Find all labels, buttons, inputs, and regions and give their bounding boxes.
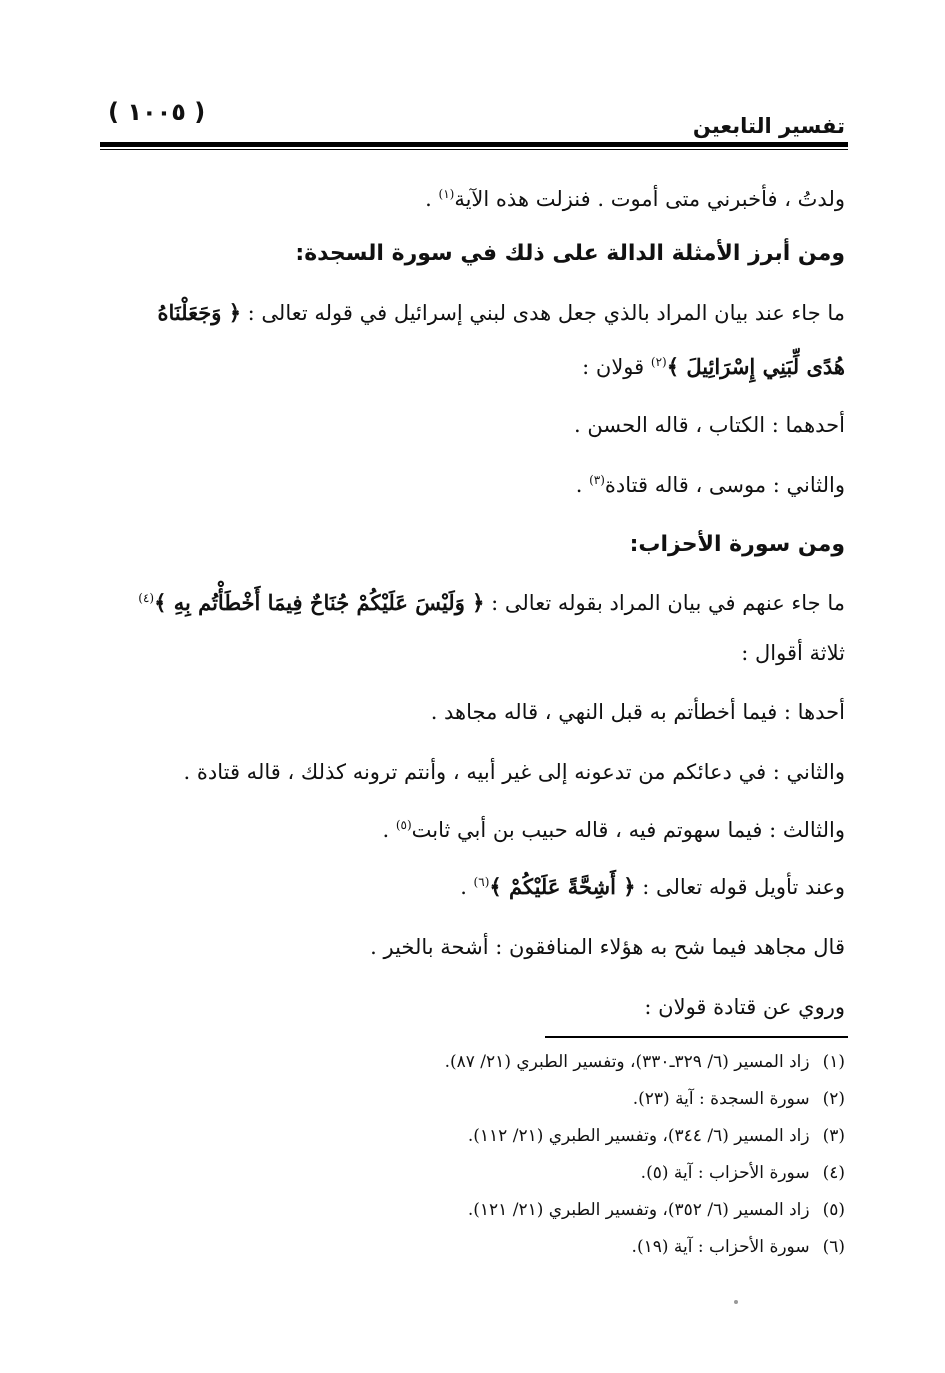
footnote-text: زاد المسير (٦/ ٣٢٩ـ٣٣٠)، وتفسير الطبري (٢١/ ٨٧). bbox=[444, 1052, 810, 1072]
quran-verse: ﴿ أَشِحَّةً عَلَيْكُمْ ﴾ bbox=[489, 874, 636, 899]
body-line bbox=[460, 872, 845, 902]
header-rule bbox=[100, 142, 848, 147]
quran-verse: ﴿ وَجَعَلْنَاهُ bbox=[157, 300, 241, 325]
section-heading: ومن سورة الأحزاب: bbox=[629, 532, 845, 557]
footnote bbox=[633, 1087, 845, 1111]
body-line bbox=[157, 298, 845, 328]
footnote-ref: (٣) bbox=[589, 473, 605, 487]
footnote-number: (١) bbox=[822, 1052, 845, 1072]
footnote-number: (٥) bbox=[822, 1200, 845, 1220]
footnote-text: سورة الأحزاب : آية (١٩). bbox=[631, 1237, 810, 1257]
text-span: قولان : bbox=[582, 355, 651, 379]
text-span: والثالث : فيما سهوتم فيه ، قاله حبيب بن أبي ثابت bbox=[411, 818, 845, 842]
text-span: . bbox=[460, 875, 474, 899]
footnote-ref: (١) bbox=[438, 187, 455, 201]
footnote-ref: (٢) bbox=[650, 355, 667, 369]
body-line: قال مجاهد فيما شح به هؤلاء المنافقون : أشحة بالخير . bbox=[370, 935, 845, 959]
footnote bbox=[632, 1235, 845, 1259]
body-line bbox=[582, 352, 845, 382]
body-line: وروي عن قتادة قولان : bbox=[644, 995, 845, 1019]
body-line: أحدهما : الكتاب ، قاله الحسن . bbox=[574, 413, 845, 437]
text-span: وعند تأويل قوله تعالى : bbox=[635, 875, 845, 899]
footnote bbox=[468, 1124, 845, 1148]
footnote-separator bbox=[545, 1036, 848, 1038]
text-span: ولدتُ ، فأخبرني متى أموت . فنزلت هذه الآية bbox=[454, 187, 845, 211]
footnote bbox=[468, 1198, 845, 1222]
footnote-number: (٦) bbox=[822, 1237, 845, 1257]
footnote-number: (٤) bbox=[822, 1163, 845, 1183]
body-line bbox=[382, 815, 845, 845]
page-number: ( ١٠٠٥ ) bbox=[108, 98, 206, 126]
footnote-ref: (٥) bbox=[395, 818, 412, 832]
footnote-ref: (٤) bbox=[138, 591, 155, 605]
footnote-text: زاد المسير (٦/ ٣٤٤)، وتفسير الطبري (٢١/ ١١٢). bbox=[467, 1126, 810, 1146]
body-line bbox=[425, 184, 845, 214]
section-heading: ومن أبرز الأمثلة الدالة على ذلك في سورة السجدة: bbox=[295, 241, 845, 266]
body-line: ثلاثة أقوال : bbox=[741, 641, 845, 665]
text-span: . bbox=[425, 187, 439, 211]
text-span: ما جاء عنهم في بيان المراد بقوله تعالى : bbox=[484, 591, 845, 615]
text-span: والثاني : موسى ، قاله قتادة bbox=[604, 473, 845, 497]
book-title: تفسير التابعين bbox=[692, 114, 845, 138]
footnote-number: (٢) bbox=[822, 1089, 845, 1109]
body-line bbox=[576, 470, 845, 500]
footnote-text: سورة الأحزاب : آية (٥). bbox=[640, 1163, 810, 1183]
body-line bbox=[138, 588, 845, 618]
footnote-number: (٣) bbox=[822, 1126, 845, 1146]
footnote bbox=[641, 1161, 845, 1185]
body-line: أحدها : فيما أخطأتم به قبل النهي ، قاله مجاهد . bbox=[430, 700, 845, 724]
footnote-ref: (٦) bbox=[473, 875, 490, 889]
text-span: ما جاء عند بيان المراد بالذي جعل هدى لبني إسرائيل في قوله تعالى : bbox=[241, 301, 845, 325]
scan-speck bbox=[734, 1300, 738, 1304]
page-header bbox=[100, 98, 845, 142]
header-rule-thin bbox=[100, 149, 848, 150]
quran-verse: ﴿ وَلَيْسَ عَلَيْكُمْ جُنَاحٌ فِيمَا أَخْطَأْتُم بِهِ ﴾ bbox=[154, 590, 485, 615]
footnote-text: زاد المسير (٦/ ٣٥٢)، وتفسير الطبري (٢١/ ١٢١). bbox=[467, 1200, 810, 1220]
footnote-text: سورة السجدة : آية (٢٣). bbox=[632, 1089, 810, 1109]
text-span: . bbox=[575, 473, 590, 497]
footnote bbox=[445, 1050, 845, 1074]
text-span: . bbox=[382, 818, 396, 842]
quran-verse: هُدًى لِّبَنِي إِسْرَائِيلَ ﴾ bbox=[666, 354, 845, 379]
body-line: والثاني : في دعائكم من تدعونه إلى غير أبيه ، وأنتم ترونه كذلك ، قاله قتادة . bbox=[183, 760, 845, 784]
